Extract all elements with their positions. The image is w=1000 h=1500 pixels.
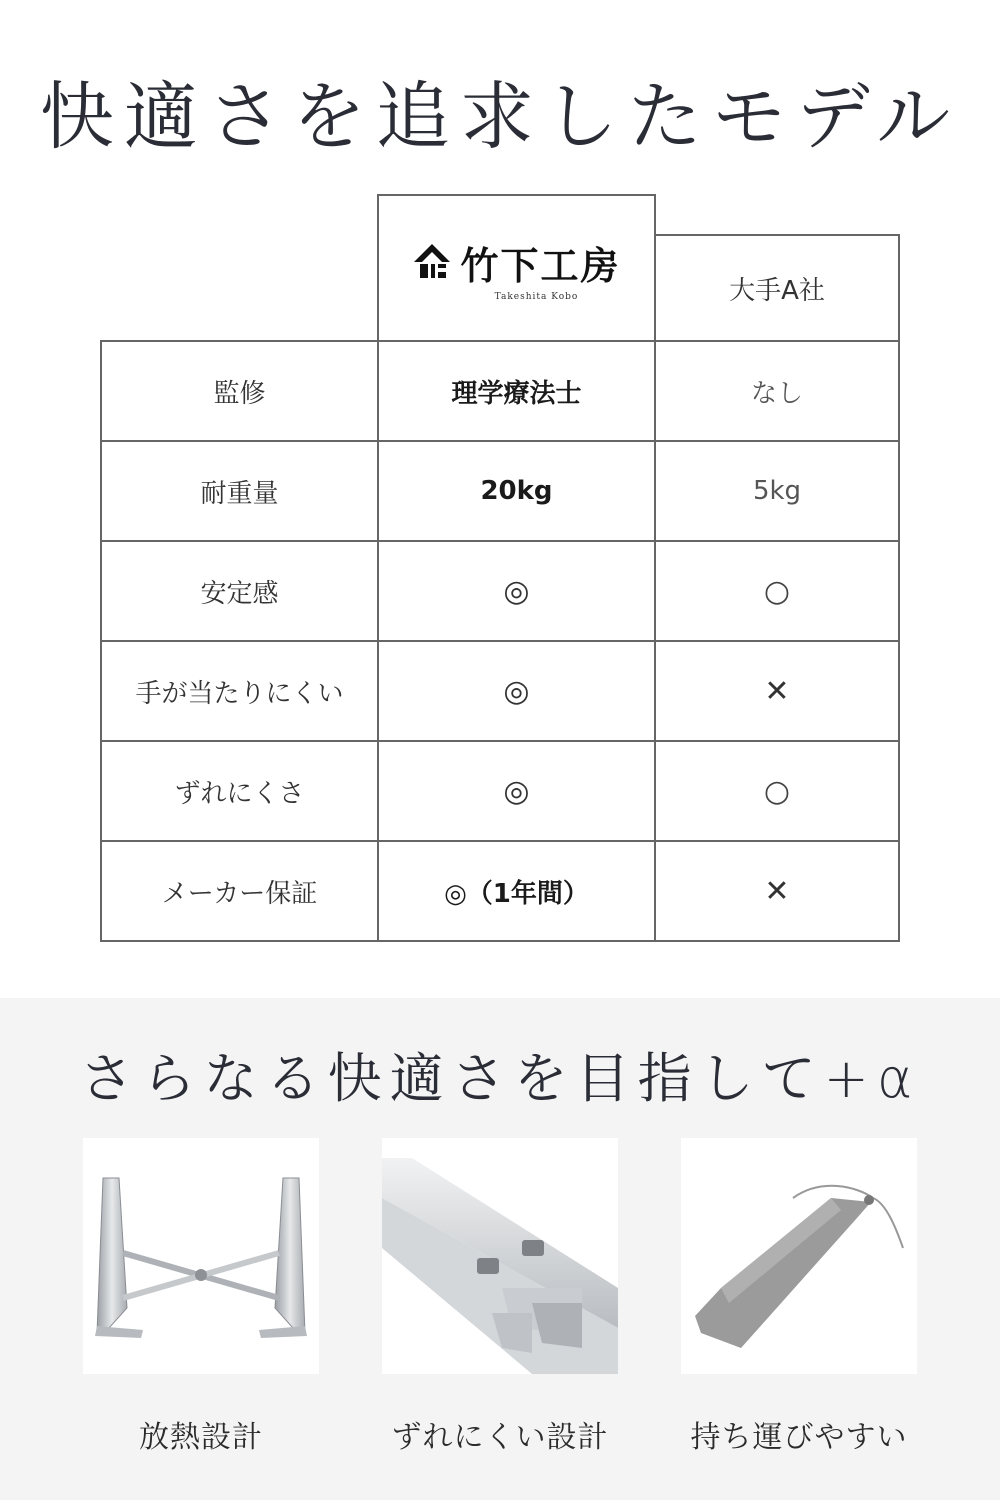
- feature-image-anti-slip: [382, 1138, 618, 1374]
- folded-stand-image: [382, 1138, 618, 1374]
- brand-logo: [412, 235, 620, 302]
- features-title: さらなる快適さを目指して+α: [79, 1047, 921, 1110]
- double-circle-mark: ◎: [503, 573, 530, 609]
- ours-load-capacity: 20kg: [377, 440, 656, 542]
- feature-image-heat-dissipation: [83, 1138, 319, 1374]
- ours-supervision: 理学療法士: [377, 340, 656, 442]
- theirs-supervision: なし: [654, 340, 900, 442]
- stand-frame-image: [83, 1138, 319, 1374]
- brand-mark-icon: [412, 242, 452, 282]
- feature-image-portable: [681, 1138, 917, 1374]
- row-label-hand-clearance: 手が当たりにくい: [100, 640, 379, 742]
- carry-pouch-image: [681, 1138, 917, 1374]
- row-label-slip-resistance: ずれにくさ: [100, 740, 379, 842]
- circle-mark: ○: [763, 573, 791, 609]
- row-label-load-capacity: 耐重量: [100, 440, 379, 542]
- competitor-header-cell: [654, 234, 900, 342]
- competitor-name: 大手A社: [729, 275, 825, 306]
- double-circle-mark: ◎: [503, 673, 530, 709]
- ours-warranty: ◎（1年間）: [377, 840, 656, 942]
- feature-label-heat-dissipation: 放熱設計: [139, 1420, 263, 1455]
- feature-label-portable: 持ち運びやすい: [690, 1420, 908, 1455]
- row-label-stability: 安定感: [100, 540, 379, 642]
- brand-name: 竹下工房: [460, 242, 621, 288]
- circle-mark: ○: [763, 773, 791, 809]
- ours-hand-clearance: [377, 640, 656, 742]
- double-circle-mark: ◎: [503, 773, 530, 809]
- row-label-warranty: メーカー保証: [100, 840, 379, 942]
- cross-mark: ✕: [764, 673, 790, 709]
- theirs-stability: [654, 540, 900, 642]
- brand-header-cell: [377, 194, 656, 342]
- theirs-warranty: [654, 840, 900, 942]
- theirs-hand-clearance: [654, 640, 900, 742]
- ours-stability: [377, 540, 656, 642]
- row-label-supervision: 監修: [100, 340, 379, 442]
- feature-label-anti-slip: ずれにくい設計: [391, 1420, 609, 1455]
- cross-mark: ✕: [764, 873, 790, 909]
- theirs-slip-resistance: [654, 740, 900, 842]
- theirs-load-capacity: 5kg: [654, 440, 900, 542]
- ours-slip-resistance: [377, 740, 656, 842]
- brand-subtitle: Takeshita Kobo: [494, 291, 579, 302]
- page-title: 快適さを追求したモデル: [39, 74, 961, 160]
